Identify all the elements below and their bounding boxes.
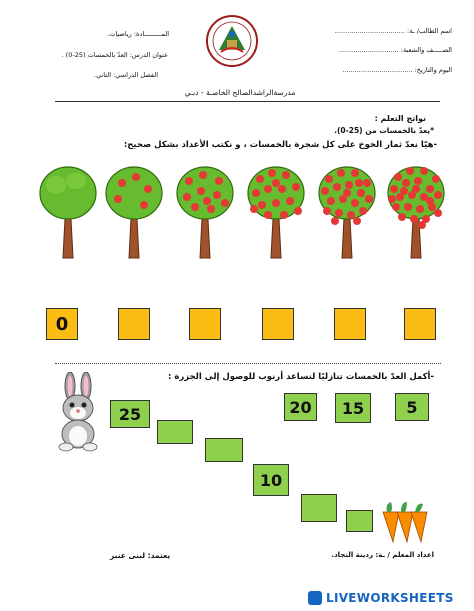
peach-tree-3 <box>246 163 306 263</box>
semester-line: الفصل الدراسي: الثاني. <box>94 71 158 79</box>
peach-tree-plain <box>38 163 98 263</box>
subject-line: المـــــــــادة: رياضيات. <box>107 30 169 38</box>
peach-tree-1 <box>104 163 164 263</box>
answer-box-5[interactable] <box>334 308 366 340</box>
outcomes-title: نواتج التعلم : <box>374 114 426 123</box>
peach-tree-2 <box>175 163 235 263</box>
step-box-10[interactable]: 10 <box>253 464 289 496</box>
carrot-image <box>375 502 435 544</box>
step-box-25[interactable]: 25 <box>110 400 150 428</box>
answer-box-2[interactable] <box>118 308 150 340</box>
outcomes-item: *يعدّ بالخمسات من (25-0). <box>334 126 434 135</box>
peach-tree-4 <box>317 163 377 263</box>
date-line: اليوم والتاريخ: .................................. <box>342 66 452 74</box>
step-box-15[interactable]: 15 <box>335 393 371 423</box>
step-box-20[interactable]: 20 <box>284 393 317 421</box>
step-box-5-top[interactable]: 5 <box>395 393 429 421</box>
answer-box-1[interactable]: 0 <box>46 308 78 340</box>
school-name: مدرسةالراشدالصالح الخاصـة - دبـي <box>184 88 296 97</box>
peach-tree-5 <box>386 163 446 263</box>
approved-by: يعتمد: لبنى عنبر <box>110 551 171 560</box>
section-divider <box>55 363 441 364</box>
watermark-text: LIVEWORKSHEETS <box>326 591 454 605</box>
grade-line: الصـــــف والشعبة: ............................. <box>338 46 452 54</box>
step-box-3[interactable] <box>205 438 243 462</box>
school-logo <box>205 14 259 68</box>
step-box-2[interactable] <box>157 420 193 444</box>
step-box-6[interactable] <box>346 510 373 532</box>
step-box-5[interactable] <box>301 494 337 522</box>
task1-instruction: -هيّا نعدّ ثمار الخوخ على كل شجرة بالخمسات ، و نكتب الأعداد بشكل صحيح: <box>123 140 437 150</box>
header-divider <box>55 101 440 102</box>
answer-box-4[interactable] <box>262 308 294 340</box>
rabbit-image <box>50 372 108 452</box>
answer-box-6[interactable] <box>404 308 436 340</box>
watermark-icon <box>308 591 322 605</box>
lesson-line: عنوان الدرس: العدّ بالخمسات (25-0) . <box>61 51 168 59</box>
student-name-line: اسم الطالب/ ـة: .................................. <box>334 27 452 35</box>
answer-box-3[interactable] <box>189 308 221 340</box>
watermark-bar <box>0 586 474 611</box>
prepared-by: اعداد المعلم / ـة: ردينة النجاد. <box>331 551 434 559</box>
task2-instruction: -أكمل العدّ بالخمسات تنازليًا لنساعد أرنوب للوصول إلى الجزرة : <box>167 372 434 382</box>
